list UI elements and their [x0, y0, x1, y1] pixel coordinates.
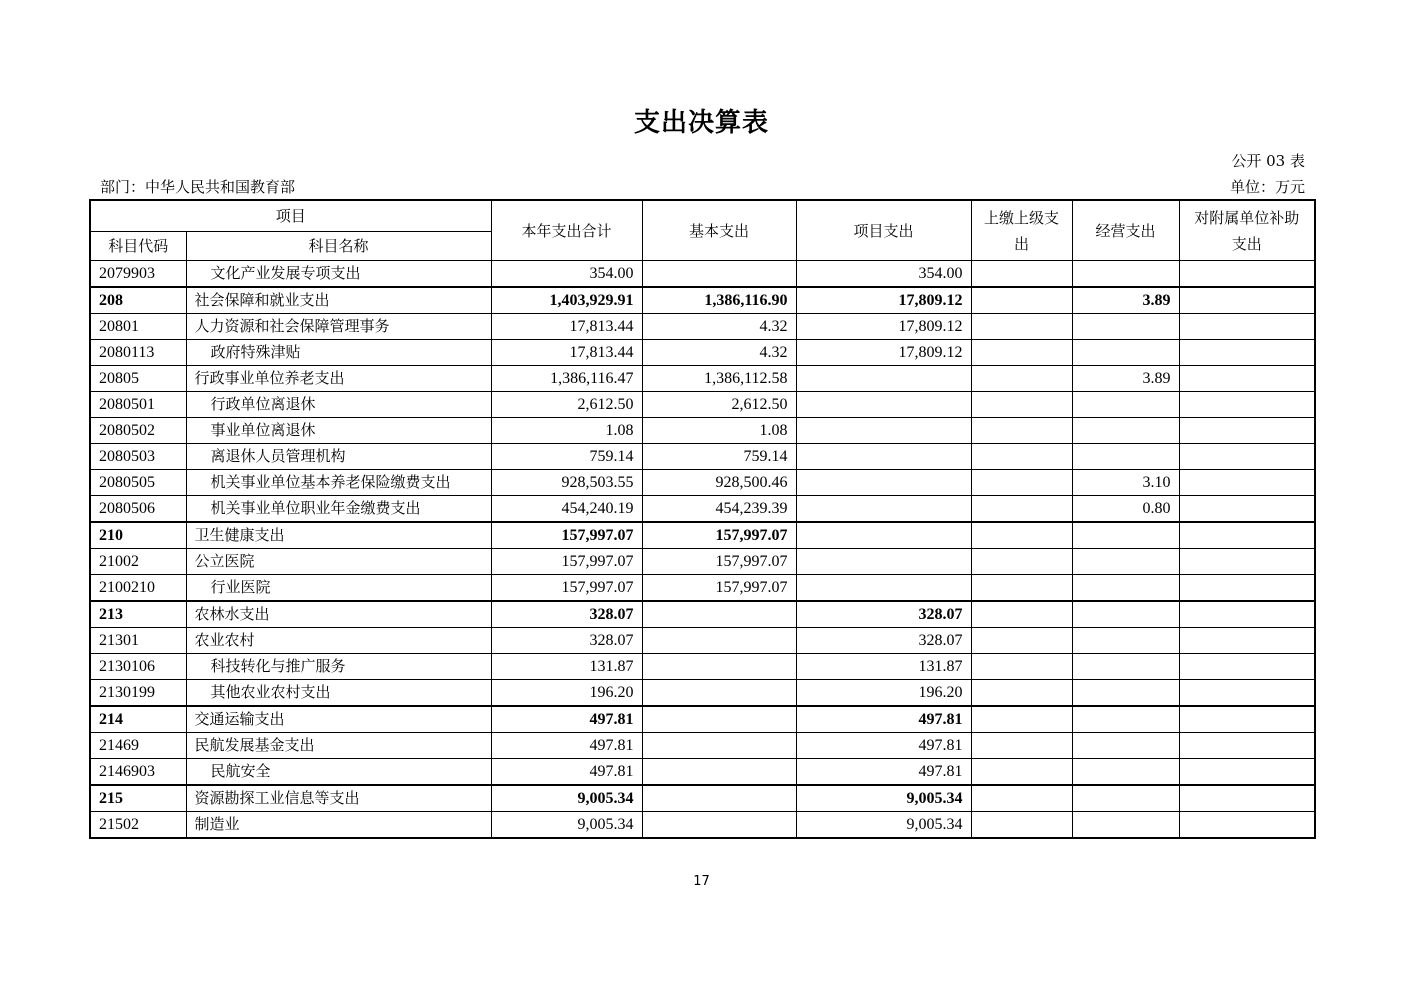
cell-name: 公立医院 [186, 549, 491, 575]
cell-total: 354.00 [491, 261, 642, 288]
cell-project [796, 549, 971, 575]
cell-business [1072, 392, 1179, 418]
cell-subsidy [1179, 366, 1315, 392]
cell-business [1072, 549, 1179, 575]
cell-business [1072, 314, 1179, 340]
table-row [90, 444, 1315, 470]
cell-basic: 1,386,112.58 [642, 366, 796, 392]
header-basic: 基本支出 [642, 200, 796, 261]
cell-project [796, 444, 971, 470]
cell-name: 卫生健康支出 [186, 522, 491, 549]
cell-name: 社会保障和就业支出 [186, 287, 491, 314]
expenditure-table [89, 199, 1316, 839]
table-row [90, 601, 1315, 628]
table-row [90, 680, 1315, 707]
cell-code: 21301 [90, 628, 186, 654]
cell-code: 2130106 [90, 654, 186, 680]
cell-basic [642, 733, 796, 759]
cell-total: 497.81 [491, 759, 642, 786]
cell-subsidy [1179, 340, 1315, 366]
cell-total: 2,612.50 [491, 392, 642, 418]
cell-subsidy [1179, 654, 1315, 680]
cell-subsidy [1179, 812, 1315, 839]
cell-name: 交通运输支出 [186, 706, 491, 733]
cell-basic: 4.32 [642, 314, 796, 340]
cell-upper [971, 522, 1072, 549]
cell-code: 2080505 [90, 470, 186, 496]
cell-total: 328.07 [491, 601, 642, 628]
cell-code: 2080503 [90, 444, 186, 470]
cell-code: 20801 [90, 314, 186, 340]
cell-basic [642, 601, 796, 628]
cell-code: 208 [90, 287, 186, 314]
cell-business [1072, 340, 1179, 366]
cell-total: 131.87 [491, 654, 642, 680]
table-row [90, 418, 1315, 444]
cell-project [796, 470, 971, 496]
table-row [90, 340, 1315, 366]
cell-business: 3.89 [1072, 366, 1179, 392]
cell-upper [971, 733, 1072, 759]
cell-business [1072, 785, 1179, 812]
cell-total: 196.20 [491, 680, 642, 707]
table-row [90, 628, 1315, 654]
cell-project: 497.81 [796, 706, 971, 733]
table-row [90, 733, 1315, 759]
cell-business [1072, 759, 1179, 786]
cell-subsidy [1179, 785, 1315, 812]
cell-subsidy [1179, 314, 1315, 340]
table-row [90, 654, 1315, 680]
cell-total: 1,386,116.47 [491, 366, 642, 392]
cell-basic: 157,997.07 [642, 522, 796, 549]
cell-project [796, 522, 971, 549]
cell-basic [642, 654, 796, 680]
cell-upper [971, 496, 1072, 523]
cell-subsidy [1179, 470, 1315, 496]
cell-upper [971, 470, 1072, 496]
cell-project [796, 575, 971, 602]
cell-total: 17,813.44 [491, 340, 642, 366]
cell-upper [971, 444, 1072, 470]
cell-subsidy [1179, 733, 1315, 759]
cell-project: 196.20 [796, 680, 971, 707]
cell-project: 9,005.34 [796, 785, 971, 812]
cell-name: 其他农业农村支出 [186, 680, 491, 707]
cell-total: 328.07 [491, 628, 642, 654]
cell-upper [971, 287, 1072, 314]
cell-project: 354.00 [796, 261, 971, 288]
cell-total: 1.08 [491, 418, 642, 444]
cell-basic: 1.08 [642, 418, 796, 444]
table-row [90, 759, 1315, 786]
unit-label: 单位：万元 [1229, 178, 1305, 196]
table-row [90, 812, 1315, 839]
cell-upper [971, 706, 1072, 733]
department-label: 部门：中华人民共和国教育部 [100, 178, 296, 196]
cell-business [1072, 706, 1179, 733]
page-number: 17 [693, 874, 710, 889]
cell-total: 9,005.34 [491, 785, 642, 812]
cell-subsidy [1179, 575, 1315, 602]
header-code: 科目代码 [90, 232, 186, 261]
cell-code: 2080113 [90, 340, 186, 366]
cell-business [1072, 444, 1179, 470]
table-body [90, 261, 1315, 839]
cell-subsidy [1179, 628, 1315, 654]
cell-name: 科技转化与推广服务 [186, 654, 491, 680]
cell-total: 17,813.44 [491, 314, 642, 340]
cell-code: 2100210 [90, 575, 186, 602]
cell-project [796, 366, 971, 392]
cell-project: 17,809.12 [796, 314, 971, 340]
cell-upper [971, 575, 1072, 602]
cell-upper [971, 314, 1072, 340]
table-row [90, 366, 1315, 392]
cell-project [796, 392, 971, 418]
cell-code: 21469 [90, 733, 186, 759]
cell-subsidy [1179, 287, 1315, 314]
cell-upper [971, 340, 1072, 366]
header-business: 经营支出 [1072, 200, 1179, 261]
cell-name: 政府特殊津贴 [186, 340, 491, 366]
cell-upper [971, 680, 1072, 707]
cell-project: 17,809.12 [796, 340, 971, 366]
cell-code: 2079903 [90, 261, 186, 288]
cell-subsidy [1179, 496, 1315, 523]
cell-total: 454,240.19 [491, 496, 642, 523]
table-row [90, 287, 1315, 314]
cell-code: 21502 [90, 812, 186, 839]
table-row [90, 314, 1315, 340]
cell-upper [971, 812, 1072, 839]
cell-project: 497.81 [796, 759, 971, 786]
cell-upper [971, 549, 1072, 575]
cell-upper [971, 601, 1072, 628]
cell-name: 资源勘探工业信息等支出 [186, 785, 491, 812]
cell-total: 759.14 [491, 444, 642, 470]
cell-business [1072, 733, 1179, 759]
cell-total: 497.81 [491, 733, 642, 759]
cell-total: 928,503.55 [491, 470, 642, 496]
cell-basic: 157,997.07 [642, 575, 796, 602]
cell-subsidy [1179, 418, 1315, 444]
cell-business [1072, 628, 1179, 654]
table-row [90, 706, 1315, 733]
cell-basic: 4.32 [642, 340, 796, 366]
cell-name: 民航安全 [186, 759, 491, 786]
cell-upper [971, 392, 1072, 418]
cell-business [1072, 654, 1179, 680]
cell-basic [642, 261, 796, 288]
cell-code: 210 [90, 522, 186, 549]
cell-name: 制造业 [186, 812, 491, 839]
header-project: 项目支出 [796, 200, 971, 261]
cell-project [796, 418, 971, 444]
cell-total: 157,997.07 [491, 549, 642, 575]
cell-basic: 2,612.50 [642, 392, 796, 418]
cell-name: 农业农村 [186, 628, 491, 654]
cell-basic [642, 706, 796, 733]
cell-name: 行政单位离退休 [186, 392, 491, 418]
cell-business: 3.89 [1072, 287, 1179, 314]
cell-total: 497.81 [491, 706, 642, 733]
cell-project: 328.07 [796, 628, 971, 654]
cell-business: 3.10 [1072, 470, 1179, 496]
cell-subsidy [1179, 706, 1315, 733]
cell-project: 131.87 [796, 654, 971, 680]
cell-business [1072, 601, 1179, 628]
cell-total: 157,997.07 [491, 522, 642, 549]
cell-upper [971, 654, 1072, 680]
cell-project: 9,005.34 [796, 812, 971, 839]
cell-business [1072, 418, 1179, 444]
cell-basic [642, 759, 796, 786]
cell-business: 0.80 [1072, 496, 1179, 523]
cell-code: 2080501 [90, 392, 186, 418]
cell-upper [971, 628, 1072, 654]
header-name: 科目名称 [186, 232, 491, 261]
cell-upper [971, 366, 1072, 392]
cell-business [1072, 680, 1179, 707]
cell-project [796, 496, 971, 523]
cell-subsidy [1179, 444, 1315, 470]
cell-project: 497.81 [796, 733, 971, 759]
cell-project: 328.07 [796, 601, 971, 628]
cell-subsidy [1179, 601, 1315, 628]
page-title: 支出决算表 [633, 108, 769, 138]
cell-name: 机关事业单位职业年金缴费支出 [186, 496, 491, 523]
table-row [90, 549, 1315, 575]
cell-name: 离退休人员管理机构 [186, 444, 491, 470]
table-row [90, 496, 1315, 523]
table-row [90, 522, 1315, 549]
cell-upper [971, 759, 1072, 786]
cell-name: 民航发展基金支出 [186, 733, 491, 759]
cell-business [1072, 522, 1179, 549]
cell-business [1072, 575, 1179, 602]
cell-business [1072, 261, 1179, 288]
cell-basic: 1,386,116.90 [642, 287, 796, 314]
cell-total: 1,403,929.91 [491, 287, 642, 314]
cell-code: 213 [90, 601, 186, 628]
cell-code: 21002 [90, 549, 186, 575]
table-row [90, 392, 1315, 418]
cell-upper [971, 418, 1072, 444]
cell-code: 20805 [90, 366, 186, 392]
cell-subsidy [1179, 680, 1315, 707]
cell-code: 2080506 [90, 496, 186, 523]
cell-subsidy [1179, 759, 1315, 786]
cell-total: 157,997.07 [491, 575, 642, 602]
cell-project: 17,809.12 [796, 287, 971, 314]
cell-code: 2080502 [90, 418, 186, 444]
cell-code: 214 [90, 706, 186, 733]
header-subsidy: 对附属单位补助支出 [1179, 200, 1315, 261]
cell-name: 事业单位离退休 [186, 418, 491, 444]
cell-name: 农林水支出 [186, 601, 491, 628]
cell-name: 行政事业单位养老支出 [186, 366, 491, 392]
table-row [90, 470, 1315, 496]
cell-upper [971, 261, 1072, 288]
cell-name: 机关事业单位基本养老保险缴费支出 [186, 470, 491, 496]
cell-basic: 759.14 [642, 444, 796, 470]
cell-subsidy [1179, 522, 1315, 549]
cell-code: 2130199 [90, 680, 186, 707]
cell-subsidy [1179, 392, 1315, 418]
cell-basic: 157,997.07 [642, 549, 796, 575]
cell-basic: 928,500.46 [642, 470, 796, 496]
cell-code: 2146903 [90, 759, 186, 786]
cell-business [1072, 812, 1179, 839]
cell-basic [642, 628, 796, 654]
cell-basic [642, 812, 796, 839]
table-row [90, 575, 1315, 602]
header-total: 本年支出合计 [491, 200, 642, 261]
cell-subsidy [1179, 261, 1315, 288]
cell-subsidy [1179, 549, 1315, 575]
table-row [90, 785, 1315, 812]
cell-name: 文化产业发展专项支出 [186, 261, 491, 288]
cell-name: 行业医院 [186, 575, 491, 602]
cell-basic [642, 785, 796, 812]
table-row [90, 261, 1315, 288]
cell-name: 人力资源和社会保障管理事务 [186, 314, 491, 340]
cell-code: 215 [90, 785, 186, 812]
form-number: 公开 03 表 [1231, 152, 1305, 170]
header-item: 项目 [90, 200, 491, 232]
header-upper: 上缴上级支出 [971, 200, 1072, 261]
cell-total: 9,005.34 [491, 812, 642, 839]
cell-basic: 454,239.39 [642, 496, 796, 523]
cell-basic [642, 680, 796, 707]
cell-upper [971, 785, 1072, 812]
